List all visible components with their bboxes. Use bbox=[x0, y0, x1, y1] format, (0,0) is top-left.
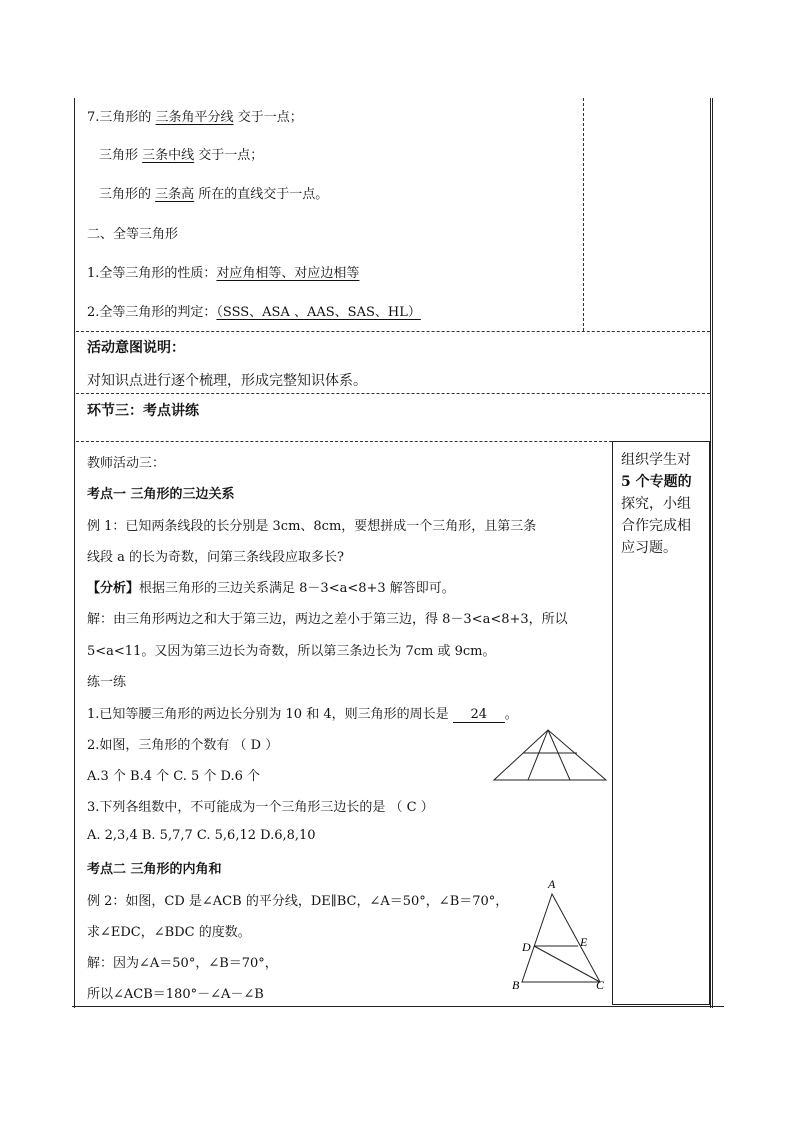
side-note-line: 探究，小组 bbox=[621, 496, 691, 512]
congruent-criteria: 2.全等三角形的判定：（SSS、ASA 、AAS、SAS、HL） bbox=[87, 305, 421, 320]
intent-body: 对知识点进行逐个梳理，形成完整知识体系。 bbox=[87, 373, 367, 389]
question1-answer: 24 bbox=[453, 707, 505, 723]
table-left-border bbox=[74, 98, 75, 1008]
side-note-line: 组织学生对 bbox=[621, 452, 691, 468]
solution2-line2: 所以∠ACB＝180°－∠A－∠B bbox=[87, 987, 264, 1002]
property-angle-bisectors: 7.三角形的 三条角平分线 交于一点； bbox=[87, 110, 303, 125]
vertex-label-a: A bbox=[548, 877, 556, 891]
example2-line2: 求∠EDC，∠BDC 的度数。 bbox=[87, 925, 251, 940]
vertex-label-e: E bbox=[580, 935, 588, 949]
side-note-line: 合作完成相 bbox=[621, 518, 691, 534]
vertex-label-d: D bbox=[522, 940, 531, 954]
row-divider-1 bbox=[76, 331, 710, 332]
solution2-line1: 解：因为∠A＝50°，∠B＝70°， bbox=[87, 956, 278, 971]
question2: 2.如图，三角形的个数有 （ D ） bbox=[87, 738, 279, 753]
vertex-label-b: B bbox=[512, 978, 520, 992]
side-note-line: 5 个专题的 bbox=[621, 474, 692, 490]
solution1-line1: 解：由三角形两边之和大于第三边，两边之差小于第三边，得 8－3<a<8+3，所以 bbox=[87, 612, 568, 627]
example2-line1: 例 2：如图，CD 是∠ACB 的平分线，DE∥BC，∠A＝50°，∠B＝70°， bbox=[87, 894, 509, 909]
table-right-border bbox=[710, 98, 711, 1008]
intent-title: 活动意图说明： bbox=[87, 340, 185, 356]
solution1-line2: 5<a<11。又因为第三边长为奇数，所以第三条边长为 7cm 或 9cm。 bbox=[87, 644, 496, 659]
example1-line1: 例 1：已知两条线段的长分别是 3cm、8cm，要想拼成一个三角形，且第三条 bbox=[87, 519, 537, 534]
angle-bisector-figure bbox=[508, 874, 612, 996]
topic1-title: 考点一 三角形的三边关系 bbox=[87, 487, 235, 502]
stage3-title: 环节三：考点讲练 bbox=[87, 403, 199, 419]
question3: 3.下列各组数中，不可能成为一个三角形三边长的是 （ C ） bbox=[87, 800, 434, 815]
question1: 1.已知等腰三角形的两边长分别为 10 和 4，则三角形的周长是 24 。 bbox=[87, 707, 518, 722]
column-divider-top bbox=[583, 98, 584, 331]
practice-label: 练一练 bbox=[87, 675, 127, 690]
row-divider-3 bbox=[76, 441, 612, 442]
table-bottom-border bbox=[72, 1006, 724, 1007]
property-altitudes: 三角形的 三条高 所在的直线交于一点。 bbox=[99, 187, 329, 202]
example1-line2: 线段 a 的长为奇数，问第三条线段应取多长? bbox=[87, 550, 344, 565]
topic2-title: 考点二 三角形的内角和 bbox=[87, 862, 222, 877]
question3-options: A. 2,3,4 B. 5,7,7 C. 5,6,12 D.6,8,10 bbox=[87, 828, 316, 843]
property-medians: 三角形 三条中线 交于一点； bbox=[99, 148, 264, 163]
analysis: 【分析】根据三角形的三边关系满足 8－3<a<8+3 解答即可。 bbox=[87, 581, 455, 596]
vertex-label-c: C bbox=[596, 978, 605, 992]
row-divider-2 bbox=[76, 393, 710, 394]
congruent-heading: 二、全等三角形 bbox=[87, 227, 179, 242]
table-right-border-outer bbox=[712, 98, 713, 1008]
congruent-properties: 1.全等三角形的性质：对应角相等、对应边相等 bbox=[87, 266, 360, 281]
side-note-text bbox=[621, 449, 705, 559]
triangle-count-figure bbox=[490, 726, 612, 784]
question2-options: A.3 个 B.4 个 C. 5 个 D.6 个 bbox=[87, 769, 261, 784]
side-note-line: 应习题。 bbox=[621, 540, 677, 556]
teacher-activity-label: 教师活动三： bbox=[87, 456, 166, 471]
